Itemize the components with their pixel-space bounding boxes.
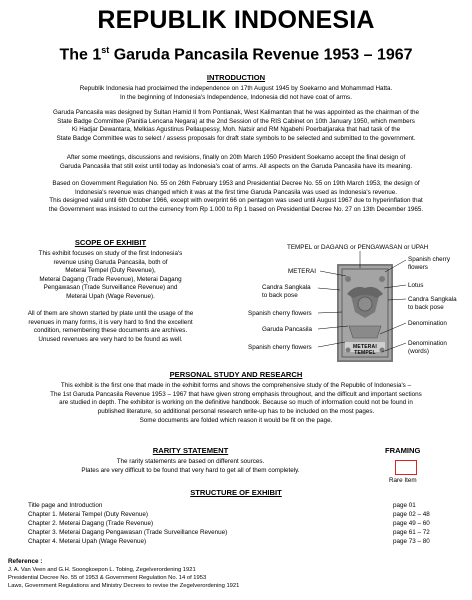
reference-line-3: Laws, Government Regulations and Ministry Decrees to revise the Zegelverordening 1921 [8, 583, 240, 589]
stamp-text: METERAI TEMPEL [353, 344, 377, 356]
label-sangkala-right: Candra Sangkala to back pose [408, 296, 457, 311]
structure-heading: STRUCTURE OF EXHIBIT [190, 488, 282, 497]
intro-paragraph-4: Based on Government Regulation No. 55 on 26th February 1953 and Presidential Decree No. 55 on 19th March 1953, the design of Indonesia's revenue was changed which it was at the first time Garuda Pancasila was used as Indonesia's revenue. This designed valid until 6th October 1966, except with overprint 66 on pentagon was used until August 1967 due to hyperinflation that the Government was insisted to cut the currency from Rp 1.000 to Rp 1 based on Presidential Decree No. 27 on 13th December 1965. [48, 180, 424, 214]
introduction-heading: INTRODUCTION [206, 73, 266, 82]
label-denomination-words: Denomination (words) [408, 340, 447, 355]
page-subtitle: The 1st Garuda Pancasila Revenue 1953 – 1967 [59, 45, 413, 64]
intro-paragraph-2: Garuda Pancasila was designed by Sultan Hamid II from Pontianak, West Kalimantan that he was appointed as the chairman of the State Badge Committee (Panitia Lencana Negara) at the 2nd Session of the RIS Cabinet on 10th January 1950, which members Ki Hadjar Dewantara, Melkias Agustinus Pellaupessy, Moh. Natsir and RM Ngabehi Poerbatjaraka that had task of the State Badge Committee was to select / assess proposals for draft state symbols to be selected and submitted to the government. [52, 109, 419, 143]
scope-paragraph-2: All of them are shown started by plate until the usage of the revenues in many forms, it is very hard to find the excellent condition, remembering these documents are archives. Unused revenues are very hard to be found as well. [27, 310, 194, 343]
scope-paragraph-1: This exhibit focuses on study of the first Indonesia's revenue using Garuda Pancasila, both of Meterai Tempel (Duty Revenue), Meterai Dagang (Trade Revenue), Meterai Dagang Pengawasan (Trade Surveillance Revenue) and Meterai Upah (Wage Revenue). [38, 250, 183, 300]
label-denomination: Denomination [408, 320, 447, 327]
reference-heading: Reference : [8, 558, 43, 565]
page-title: REPUBLIK INDONESIA [97, 6, 375, 34]
scope-heading: SCOPE OF EXHIBIT [74, 238, 147, 247]
intro-paragraph-3: After some meetings, discussions and revisions, finally on 20th March 1950 President Soekarno accept the final design of Garuda Pancasila that still exist until today as Indonesia's coat of arms. All aspects on the Garuda Pancasila have its meaning. [59, 154, 413, 170]
label-tempel-dagang: TEMPEL or DAGANG or PENGAWASAN or UPAH [287, 244, 429, 251]
structure-row: Chapter 3. Meterai Dagang Pengawasan (Trade Surveillance Revenue) page 61 – 72 [28, 529, 430, 536]
study-heading: PERSONAL STUDY AND RESEARCH [169, 370, 303, 379]
intro-paragraph-1: Republik Indonesia had proclaimed the independence on 17th August 1945 by Soekarno and Mohammad Hatta. In the beginning of Indonesia's Independence, Indonesia did not have coat of arms. [79, 85, 393, 101]
label-meterai: METERAI [288, 268, 316, 275]
label-garuda: Garuda Pancasila [262, 326, 313, 333]
reference-line-2: Presidential Decree No. 55 of 1953 & Government Regulation No. 14 of 1953 [8, 575, 207, 581]
rarity-heading: RARITY STATEMENT [152, 446, 229, 455]
label-sangkala-left: Candra Sangkala to back pose [262, 284, 311, 299]
rare-item-frame-box [395, 460, 417, 475]
framing-heading: FRAMING [385, 446, 421, 455]
label-cherry-left: Spanish cherry flowers [248, 310, 312, 317]
structure-row: Chapter 4. Meterai Upah (Wage Revenue) page 73 – 80 [28, 538, 430, 545]
rarity-paragraph: The rarity statements are based on different sources. Plates are very difficult to be found that very hard to get all of them completely. [81, 458, 300, 474]
rare-item-label: Rare Item [389, 477, 417, 484]
structure-row: Title page and Introduction page 01 [28, 502, 416, 509]
label-lotus: Lotus [408, 282, 424, 289]
label-cherry-right: Spanish cherry flowers [408, 256, 450, 271]
reference-line-1: J. A. Van Veen and G.H. Soongkoepon L. Tobing, Zegelverordening 1921 [8, 567, 196, 573]
structure-row: Chapter 2. Meterai Dagang (Trade Revenue) page 49 – 60 [28, 520, 430, 527]
label-cherry-left-2: Spanish cherry flowers [248, 344, 312, 351]
study-paragraph: This exhibit is the first one that made in the exhibit forms and shows the comprehensive study of the Republic of Indonesia's – The 1st Garuda Pancasila Revenue 1953 – 1967 that have given strong emphasis throughout, and the difficult and important sections are studied in depth. The exhibitor is working on the definitive handbook. Because so much of information could not be found in published literature, so additional personal research write-up has to be included on the most pages. Some documents are folded which reason it would be fit on the page. [50, 382, 422, 424]
structure-row: Chapter 1. Meterai Tempel (Duty Revenue) page 02 – 48 [28, 511, 430, 518]
